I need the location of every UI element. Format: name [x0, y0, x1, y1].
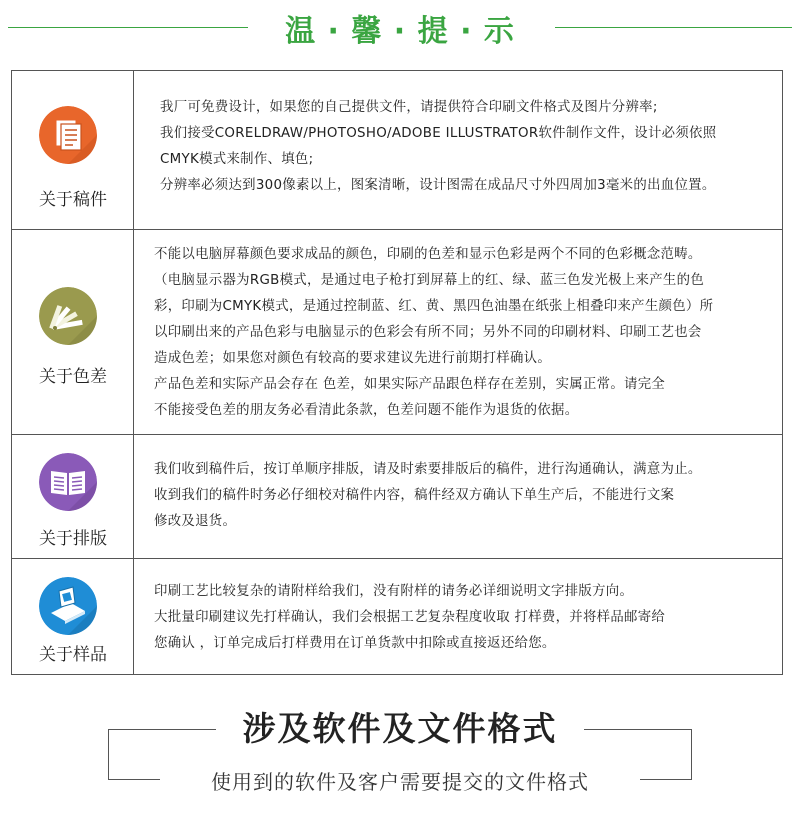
- color-swatch-icon: [39, 287, 97, 345]
- text-line: 收到我们的稿件时务必仔细校对稿件内容，稿件经双方确认下单生产后，不能进行文案: [154, 488, 675, 503]
- row-text-cell: [134, 559, 782, 674]
- row-label-manuscript: 关于稿件: [39, 190, 107, 210]
- row-text-cell: [134, 71, 782, 229]
- color-difference-paragraph: [154, 242, 713, 424]
- row-label-typesetting: 关于排版: [39, 529, 107, 549]
- text-line: 印刷工艺比较复杂的请附样给我们，没有附样的请务必详细说明文字排版方向。: [154, 584, 634, 599]
- text-line: 大批量印刷建议先打样确认，我们会根据工艺复杂程度收取 打样费，并将样品邮寄给: [154, 610, 666, 625]
- text-line: 彩，印刷为CMYK模式，是通过控制蓝、红、黄、黑四色油墨在纸张上相叠印来产生颜色）所: [154, 299, 714, 314]
- text-line: 修改及退货。: [154, 514, 237, 529]
- typesetting-paragraph: [154, 457, 702, 535]
- manuscript-paragraph: [160, 95, 716, 199]
- text-line: （电脑显示器为RGB模式，是通过电子枪打到屏幕上的红、绿、蓝三色发光极上来产生的色: [154, 273, 705, 288]
- sample-box-icon: [39, 577, 97, 635]
- row-label-cell: [12, 230, 134, 434]
- notice-row-manuscript: [12, 71, 782, 229]
- header-divider-right: [555, 27, 792, 28]
- notice-header: [0, 0, 800, 58]
- samples-paragraph: [154, 579, 665, 657]
- open-book-icon: [39, 453, 97, 511]
- row-text-cell: [134, 230, 782, 434]
- text-line: 造成色差；如果您对颜色有较高的要求建议先进行前期打样确认。: [154, 351, 552, 366]
- document-icon: [39, 106, 97, 164]
- row-label-color-difference: 关于色差: [39, 367, 107, 387]
- text-line: CMYK模式来制作、填色;: [160, 152, 314, 167]
- row-text-cell: [134, 435, 782, 558]
- text-line: 产品色差和实际产品会存在 色差，如果实际产品跟色样存在差别，实属正常。请完全: [154, 377, 666, 392]
- text-line: 以印刷出来的产品色彩与电脑显示的色彩会有所不同；另外不同的印刷材料、印刷工艺也会: [154, 325, 702, 340]
- row-label-cell: [12, 435, 134, 558]
- notice-row-samples: [12, 558, 782, 674]
- notice-table: [11, 70, 783, 675]
- row-label-cell: [12, 71, 134, 229]
- text-line: 我们收到稿件后，按订单顺序排版，请及时索要排版后的稿件，进行沟通确认，满意为止。: [154, 462, 702, 477]
- text-line: 不能以电脑屏幕颜色要求成品的颜色，印刷的色差和显示色彩是两个不同的色彩概念范畴。: [154, 247, 702, 262]
- header-divider-left: [8, 27, 248, 28]
- row-label-cell: [12, 559, 134, 674]
- notice-title: 温 · 馨 · 提 · 示: [285, 14, 515, 49]
- text-line: 我厂可免费设计，如果您的自己提供文件，请提供符合印刷文件格式及图片分辨率;: [160, 100, 658, 115]
- notice-row-typesetting: [12, 434, 782, 558]
- notice-row-color-difference: [12, 229, 782, 434]
- text-line: 我们接受CORELDRAW/PHOTOSHO/ADOBE ILLUSTRATOR软件制作文件，设计必须依照: [160, 126, 717, 141]
- text-line: 分辨率必须达到300像素以上，图案清晰，设计图需在成品尺寸外四周加3毫米的出血位置。: [160, 178, 716, 193]
- text-line: 不能接受色差的朋友务必看清此条款，色差问题不能作为退货的依据。: [154, 403, 579, 418]
- software-section-title: 涉及软件及文件格式: [242, 709, 558, 748]
- text-line: 您确认 ，订单完成后打样费用在订单货款中扣除或直接返还给您。: [154, 636, 556, 651]
- software-section-subtitle: 使用到的软件及客户需要提交的文件格式: [211, 770, 589, 794]
- row-label-samples: 关于样品: [39, 645, 107, 665]
